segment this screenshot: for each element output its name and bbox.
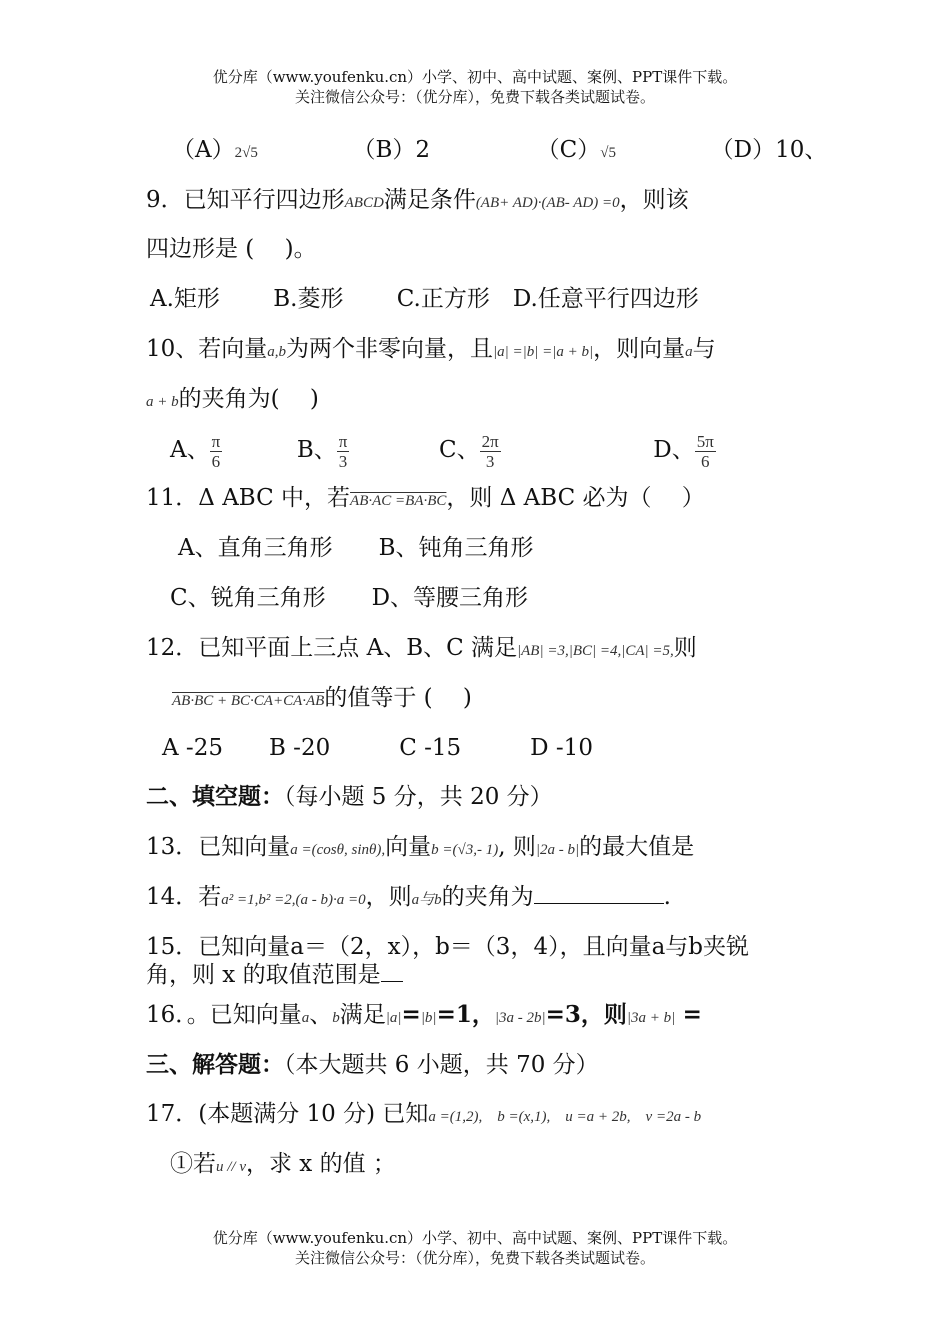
q10-a: a [685, 344, 693, 360]
q9-prefix: 9．已知平行四边形 [146, 187, 345, 213]
q16-value3: = [682, 1001, 702, 1028]
q14-condition: a² =1,b² =2,(a - b)·a =0 [221, 892, 366, 908]
q16-abs-a: |a| [385, 1010, 402, 1026]
q12-options: A -25 B -20 C -15 D -10 [162, 735, 593, 761]
q10-opt-a-den: 6 [211, 451, 221, 471]
section-2-title: 二、填空题： [146, 783, 284, 810]
q9-line2: 四边形是 ( )。 [146, 236, 317, 262]
q9-post: ，则该 [619, 187, 689, 213]
footer-line-1: 优分库（www.youfenku.cn）小学、初中、高中试题、案例、PPT课件下载。 [212, 1229, 738, 1247]
section-3-heading [146, 1050, 599, 1080]
q10-condition: |a| =|b| =|a + b| [493, 344, 594, 360]
q14-answer-blank[interactable] [534, 883, 664, 904]
q10-opt-b: B、 [296, 437, 337, 463]
q12-condition: |AB| =3,|BC| =4,|CA| =5, [517, 643, 674, 659]
q14-post: 的夹角为 [441, 884, 534, 910]
q13-post: 的最大值是 [579, 834, 695, 860]
q14-mid: ，则 [365, 884, 412, 910]
q10-opt-d-num: 5π [696, 431, 714, 451]
q9-stem [146, 185, 689, 218]
q10-opt-b-num: π [338, 431, 348, 451]
q10-options [170, 430, 716, 471]
q8-option-d: （D）10、 [710, 137, 828, 163]
q10-opt-c: C、 [438, 437, 480, 463]
footer-line-2: 关注微信公众号：（优分库），免费下载各类试题试卷。 [294, 1249, 655, 1267]
q10-ab: a,b [267, 344, 287, 360]
q11-stem [146, 483, 705, 516]
q9-options: A.矩形 B.菱形 C.正方形 D.任意平行四边形 [150, 286, 699, 312]
q10-a-plus-b: a + b [146, 394, 179, 410]
q10-opt-d: D、 [653, 437, 695, 463]
q16-b: b [332, 1010, 340, 1026]
q10-opt-b-den: 3 [338, 451, 348, 471]
q15-line2-text: 角，则 x 的取值范围是 [146, 962, 381, 988]
q10-opt-c-den: 3 [485, 451, 495, 471]
q9-mid: 满足条件 [383, 187, 476, 213]
q10-line2 [146, 384, 319, 417]
q12-line2-text: 的值等于 ( ) [324, 685, 472, 711]
q13-mid: 向量 [385, 834, 432, 860]
q8-option-a-math: 2√5 [234, 145, 258, 161]
q10-opt-a-frac [210, 432, 223, 471]
q16-mid: 满足 [339, 1002, 386, 1028]
section-2-note: （每小题 5 分，共 20 分） [284, 784, 553, 810]
section-3-title: 三、解答题： [146, 1051, 284, 1078]
section-3-note: （本大题共 6 小题，共 70 分） [284, 1052, 599, 1078]
q10-opt-a: A、 [170, 437, 210, 463]
q10-line2-text: 的夹角为( ) [178, 386, 319, 412]
q17-sub1 [170, 1149, 396, 1182]
q14-stem: 14．若a² =1,b² =2,(a - b)·a =0，则a与b的夹角为 . [146, 884, 671, 910]
q15-line1: 15．已知向量a＝（2，x），b＝（3，4），且向量a与b夹锐 [146, 934, 750, 960]
q9-abcd: ABCD [344, 195, 384, 211]
q12-expression: AB·BC + BC·CA+CA·AB [172, 693, 325, 709]
q11-options-line1: A、直角三角形 B、钝角三角形 [178, 535, 534, 561]
q15-line2 [146, 960, 403, 990]
q16-abs-b: |b| [420, 1010, 437, 1026]
q12-post: 则 [673, 635, 697, 661]
q14-prefix: 14．若 [146, 884, 222, 910]
q9-condition: (AB+ AD)·(AB- AD) =0 [475, 195, 620, 211]
q11-condition: AB·AC =BA·BC [350, 493, 447, 509]
q15-answer-blank[interactable] [381, 961, 403, 982]
q10-opt-c-num: 2π [481, 431, 499, 451]
q16-value2: =3，则 [545, 1001, 627, 1028]
q10-yu: 与 [692, 336, 716, 362]
q13-vec-b: b =(√3,- 1) [431, 842, 499, 858]
q12-line2 [172, 683, 472, 716]
q17-sub1-post: ，求 x 的值 ； [246, 1151, 396, 1177]
q10-opt-a-num: π [211, 431, 221, 451]
q8-option-a-label: （A） [172, 137, 235, 163]
q17-sub1-prefix: ①若 [170, 1151, 216, 1177]
q16-abs-3a-b: |3a + b| [626, 1010, 676, 1026]
q13-expression: |2a - b| [535, 842, 580, 858]
q8-option-b: （B）2 [352, 137, 431, 163]
q14-ab: a与b [411, 892, 442, 908]
q11-prefix: 11．Δ ABC 中，若 [146, 485, 351, 511]
q16-abs-3a-2b: |3a - 2b| [494, 1010, 546, 1026]
q13-stem [146, 832, 694, 865]
q10-stem [146, 334, 716, 367]
q12-prefix: 12．已知平面上三点 A、B、C 满足 [146, 635, 517, 661]
q10-opt-b-frac [337, 432, 350, 471]
q10-opt-d-den: 6 [701, 451, 710, 471]
q13-vec-a: a =(cosθ, sinθ), [290, 842, 386, 858]
q11-options-line2: C、锐角三角形 D、等腰三角形 [170, 585, 529, 611]
header-line-1: 优分库（www.youfenku.cn）小学、初中、高中试题、案例、PPT课件下载。 [212, 68, 738, 86]
q17-stem [146, 1099, 701, 1132]
q8-options [172, 135, 827, 168]
q16-a: a [301, 1010, 310, 1026]
q10-opt-c-frac [480, 432, 501, 471]
q17-prefix: 17．(本题满分 10 分) 已知 [146, 1101, 429, 1127]
q10-mid: 为两个非零向量，且 [286, 336, 494, 362]
q10-post: ，则向量 [593, 336, 686, 362]
q11-post: ，则 Δ ABC 必为（ ） [446, 485, 705, 511]
q8-option-c-label: （C） [536, 137, 601, 163]
q17-math: a =(1,2), b =(x,1), u =a + 2b, v =2a - b [428, 1109, 702, 1125]
q16-stem [146, 1000, 702, 1033]
q10-opt-d-frac [695, 432, 716, 471]
section-2-heading [146, 782, 553, 812]
q16-prefix: 16．。已知向量 [146, 1002, 302, 1028]
q17-sub1-math: u // v [216, 1159, 246, 1175]
header-line-2: 关注微信公众号：（优分库），免费下载各类试题试卷。 [294, 88, 655, 106]
q16-eq1: = [401, 1001, 421, 1028]
q12-stem [146, 633, 697, 666]
q16-value1: =1， [436, 1001, 495, 1028]
q8-option-c-math: √5 [600, 145, 616, 161]
q13-mid2: , 则 [498, 834, 536, 860]
q10-prefix: 10、若向量 [146, 336, 268, 362]
q13-prefix: 13．已知向量 [146, 834, 291, 860]
q16-sep: 、 [309, 1002, 333, 1028]
